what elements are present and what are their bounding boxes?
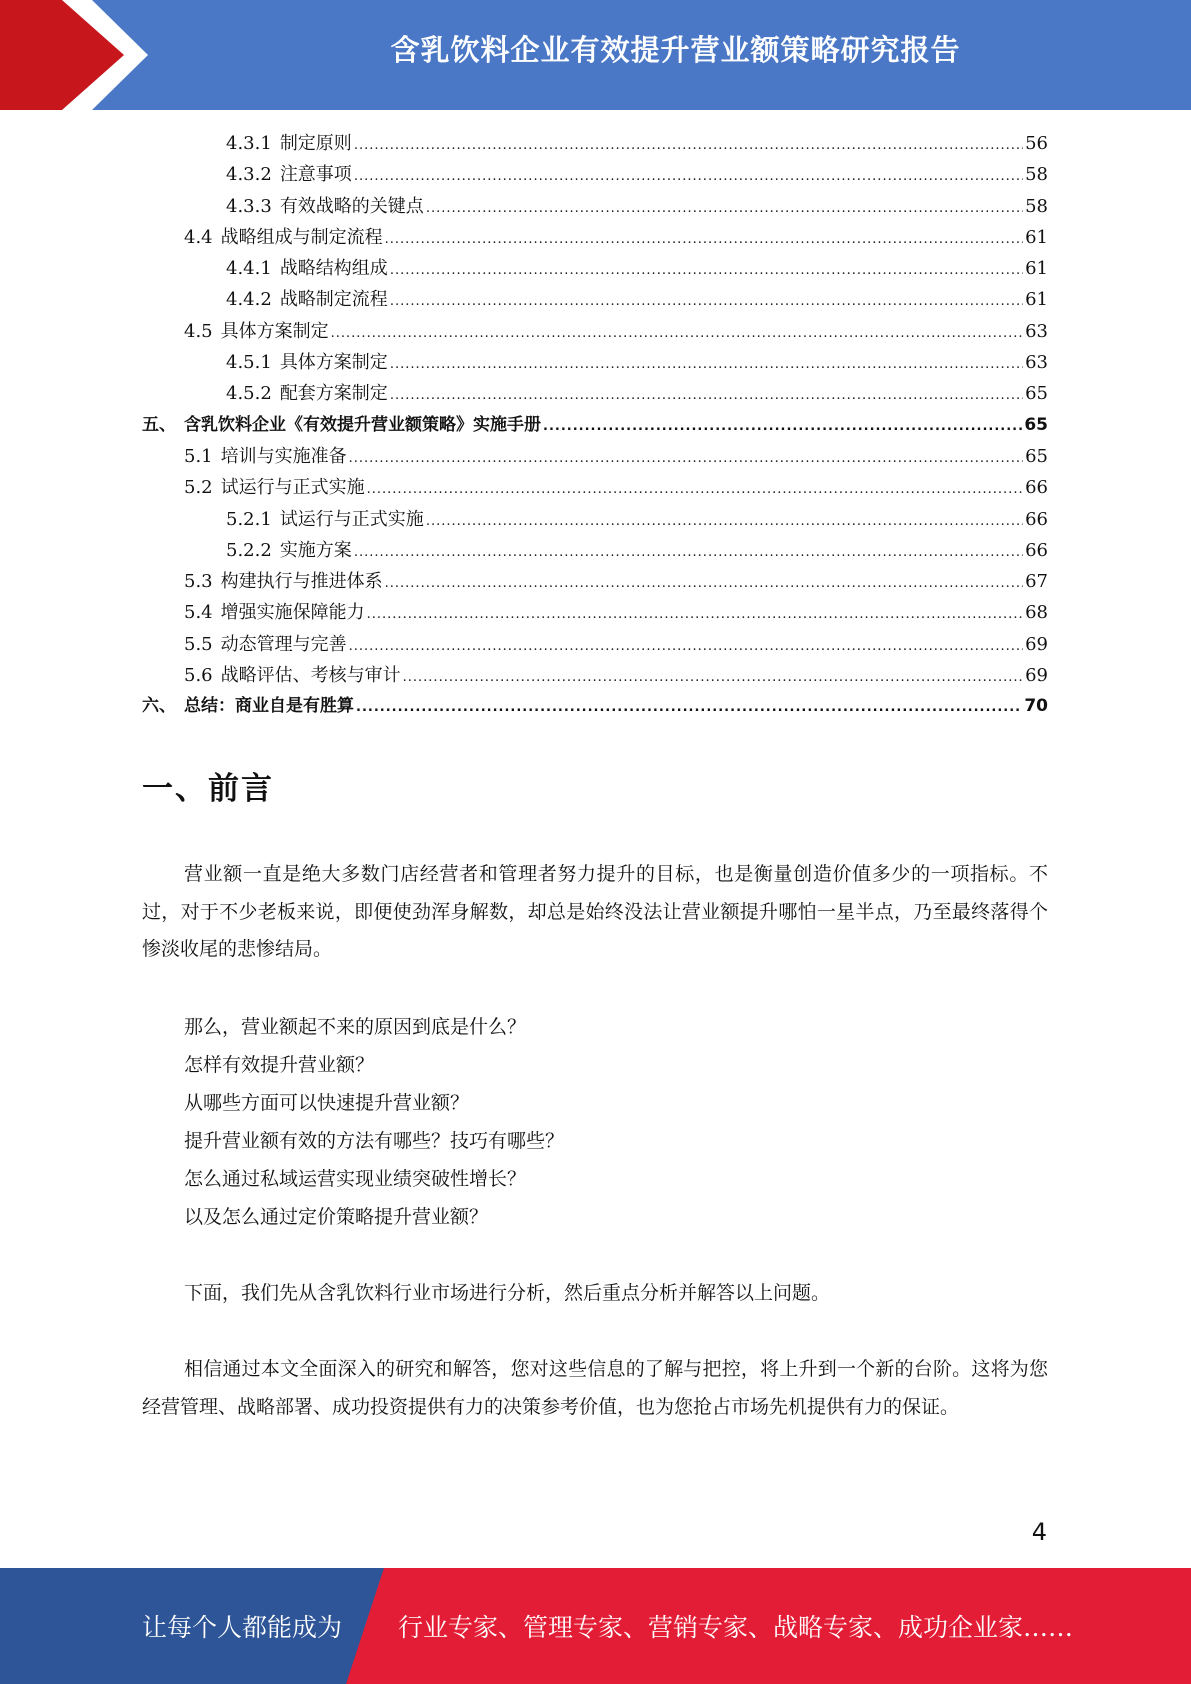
toc-entry-title: 有效战略的关键点 (279, 195, 424, 217)
toc-leader-dots (356, 691, 1022, 723)
toc-leader-dots (390, 378, 1023, 411)
toc-entry[interactable] (142, 629, 1048, 660)
toc-entry[interactable] (142, 316, 1048, 347)
toc-entry-number: 4.4 (184, 226, 213, 248)
header-arrow-decoration (0, 0, 160, 110)
toc-entry[interactable] (142, 253, 1048, 284)
toc-leader-dots (367, 597, 1023, 630)
toc-entry-title: 战略结构组成 (279, 258, 388, 280)
toc-entry[interactable] (142, 472, 1048, 503)
intro-paragraph: 营业额一直是绝大多数门店经营者和管理者努力提升的目标，也是衡量创造价值多少的一项指标。不过，对于不少老板来说，即便使劲浑身解数，却总是始终没法让营业额提升哪怕一星半点，乃至最终落得个惨淡收尾的悲惨结局。 (142, 863, 1048, 960)
toc-entry-page: 69 (1025, 665, 1048, 687)
question-item: 怎么通过私域运营实现业绩突破性增长？ (184, 1168, 527, 1190)
toc-entry-page: 66 (1025, 477, 1048, 499)
question-item: 以及怎么通过定价策略提升营业额？ (184, 1206, 489, 1228)
toc-entry[interactable] (142, 347, 1048, 378)
question-item: 从哪些方面可以快速提升营业额？ (184, 1092, 470, 1114)
toc-entry[interactable] (142, 566, 1048, 597)
toc-entry-title: 培训与实施准备 (220, 445, 347, 467)
question-item: 怎样有效提升营业额？ (184, 1054, 375, 1076)
toc-leader-dots (390, 347, 1023, 380)
toc-leader-dots (349, 441, 1023, 474)
question-item: 提升营业额有效的方法有哪些？技巧有哪些？ (184, 1130, 565, 1152)
page-header-band (0, 0, 1191, 110)
toc-entry-page: 56 (1025, 133, 1048, 154)
toc-entry-number: 4.4.2 (226, 289, 272, 311)
conclusion-paragraph-block (142, 1351, 1048, 1426)
toc-entry-number: 4.5.1 (226, 352, 272, 374)
toc-entry-page: 70 (1024, 696, 1048, 717)
toc-entry-title: 战略组成与制定流程 (220, 226, 383, 248)
toc-entry-page: 66 (1025, 508, 1048, 530)
toc-entry-title: 试运行与正式实施 (220, 477, 365, 499)
report-title: 含乳饮料企业有效提升营业额策略研究报告 (390, 33, 961, 67)
toc-leader-dots (385, 566, 1023, 599)
toc-entry-number: 六、 (142, 696, 176, 717)
conclusion-paragraph: 相信通过本文全面深入的研究和解答，您对这些信息的了解与把控，将上升到一个新的台阶。这将为您经营管理、战略部署、成功投资提供有力的决策参考价值，也为您抢占市场先机提供有力的保证。 (142, 1358, 1048, 1418)
toc-entry[interactable] (142, 191, 1048, 222)
toc-leader-dots (385, 222, 1023, 255)
toc-entry-number: 五、 (142, 414, 176, 435)
toc-entry-number: 4.4.1 (226, 258, 272, 280)
toc-leader-dots (331, 316, 1023, 349)
toc-entry-title: 总结：商业自是有胜算 (184, 696, 354, 717)
toc-leader-dots (367, 472, 1023, 505)
toc-entry-title: 具体方案制定 (279, 352, 388, 374)
table-of-contents (142, 128, 1048, 723)
toc-entry[interactable] (142, 504, 1048, 535)
footer-slogan-right: 行业专家、管理专家、营销专家、战略专家、成功企业家…… (398, 1613, 1074, 1642)
toc-entry-page: 69 (1025, 633, 1048, 655)
toc-leader-dots (390, 253, 1023, 286)
footer-slogan-left: 让每个人都能成为 (142, 1613, 343, 1642)
page-footer-band (0, 1568, 1191, 1684)
toc-entry[interactable] (142, 410, 1048, 441)
toc-entry-number: 4.3.3 (226, 195, 272, 217)
toc-entry-title: 构建执行与推进体系 (220, 571, 383, 593)
toc-entry-title: 试运行与正式实施 (279, 508, 424, 530)
toc-entry[interactable] (142, 441, 1048, 472)
toc-leader-dots (354, 535, 1023, 568)
toc-entry-number: 5.5 (184, 633, 213, 655)
toc-entry-page: 58 (1025, 164, 1048, 186)
toc-entry-number: 4.3.2 (226, 164, 272, 186)
toc-entry-number: 5.2.2 (226, 539, 272, 561)
toc-entry-title: 战略评估、考核与审计 (220, 665, 401, 687)
question-item: 那么，营业额起不来的原因到底是什么？ (184, 1016, 527, 1038)
toc-entry[interactable] (142, 159, 1048, 190)
toc-leader-dots (403, 660, 1023, 693)
toc-entry-page: 58 (1025, 195, 1048, 217)
toc-entry-number: 5.4 (184, 602, 213, 624)
toc-entry-page: 61 (1025, 258, 1048, 280)
toc-entry-page: 65 (1025, 383, 1048, 405)
analysis-paragraph: 下面，我们先从含乳饮料行业市场进行分析，然后重点分析并解答以上问题。 (184, 1282, 831, 1304)
toc-entry-title: 实施方案 (279, 539, 352, 561)
toc-entry[interactable] (142, 535, 1048, 566)
toc-entry[interactable] (142, 691, 1048, 722)
toc-entry[interactable] (142, 378, 1048, 409)
toc-entry-number: 4.5.2 (226, 383, 272, 405)
question-list-block (142, 1008, 1048, 1236)
toc-entry-title: 含乳饮料企业《有效提升营业额策略》实施手册 (184, 414, 541, 435)
toc-entry-title: 配套方案制定 (279, 383, 388, 405)
toc-entry[interactable] (142, 128, 1048, 159)
toc-entry-title: 增强实施保障能力 (220, 602, 365, 624)
toc-leader-dots (390, 284, 1023, 317)
toc-leader-dots (426, 191, 1023, 224)
toc-leader-dots (349, 629, 1023, 662)
toc-entry-title: 动态管理与完善 (220, 633, 347, 655)
toc-entry-number: 5.2.1 (226, 508, 272, 530)
toc-entry-title: 战略制定流程 (279, 289, 388, 311)
toc-entry-page: 67 (1025, 571, 1048, 593)
toc-entry-page: 61 (1025, 289, 1048, 311)
toc-entry-title: 注意事项 (279, 164, 352, 186)
toc-entry[interactable] (142, 284, 1048, 315)
toc-entry-title: 制定原则 (279, 133, 352, 154)
toc-entry-page: 63 (1025, 352, 1048, 374)
toc-entry-title: 具体方案制定 (220, 320, 329, 342)
page-number: 4 (1031, 1518, 1047, 1546)
toc-leader-dots (426, 504, 1023, 537)
toc-leader-dots (354, 159, 1023, 192)
toc-entry-page: 63 (1025, 320, 1048, 342)
question-list (142, 1008, 1048, 1236)
toc-leader-dots (354, 128, 1023, 161)
toc-leader-dots (543, 410, 1022, 442)
toc-entry[interactable] (142, 597, 1048, 628)
toc-entry-number: 5.6 (184, 665, 213, 687)
toc-entry-page: 61 (1025, 226, 1048, 248)
toc-entry[interactable] (142, 660, 1048, 691)
toc-entry-page: 65 (1024, 414, 1048, 435)
toc-entry-page: 65 (1025, 445, 1048, 467)
toc-entry-number: 4.5 (184, 320, 213, 342)
toc-entry-number: 4.3.1 (226, 133, 272, 154)
analysis-paragraph-block (142, 1275, 1048, 1313)
toc-entry-number: 5.1 (184, 445, 213, 467)
toc-entry-page: 68 (1025, 602, 1048, 624)
toc-entry-number: 5.3 (184, 571, 213, 593)
toc-entry-page: 66 (1025, 539, 1048, 561)
intro-paragraph-block (142, 856, 1048, 969)
toc-entry[interactable] (142, 222, 1048, 253)
toc-entry-number: 5.2 (184, 477, 213, 499)
section-heading: 一、前言 (142, 771, 274, 807)
